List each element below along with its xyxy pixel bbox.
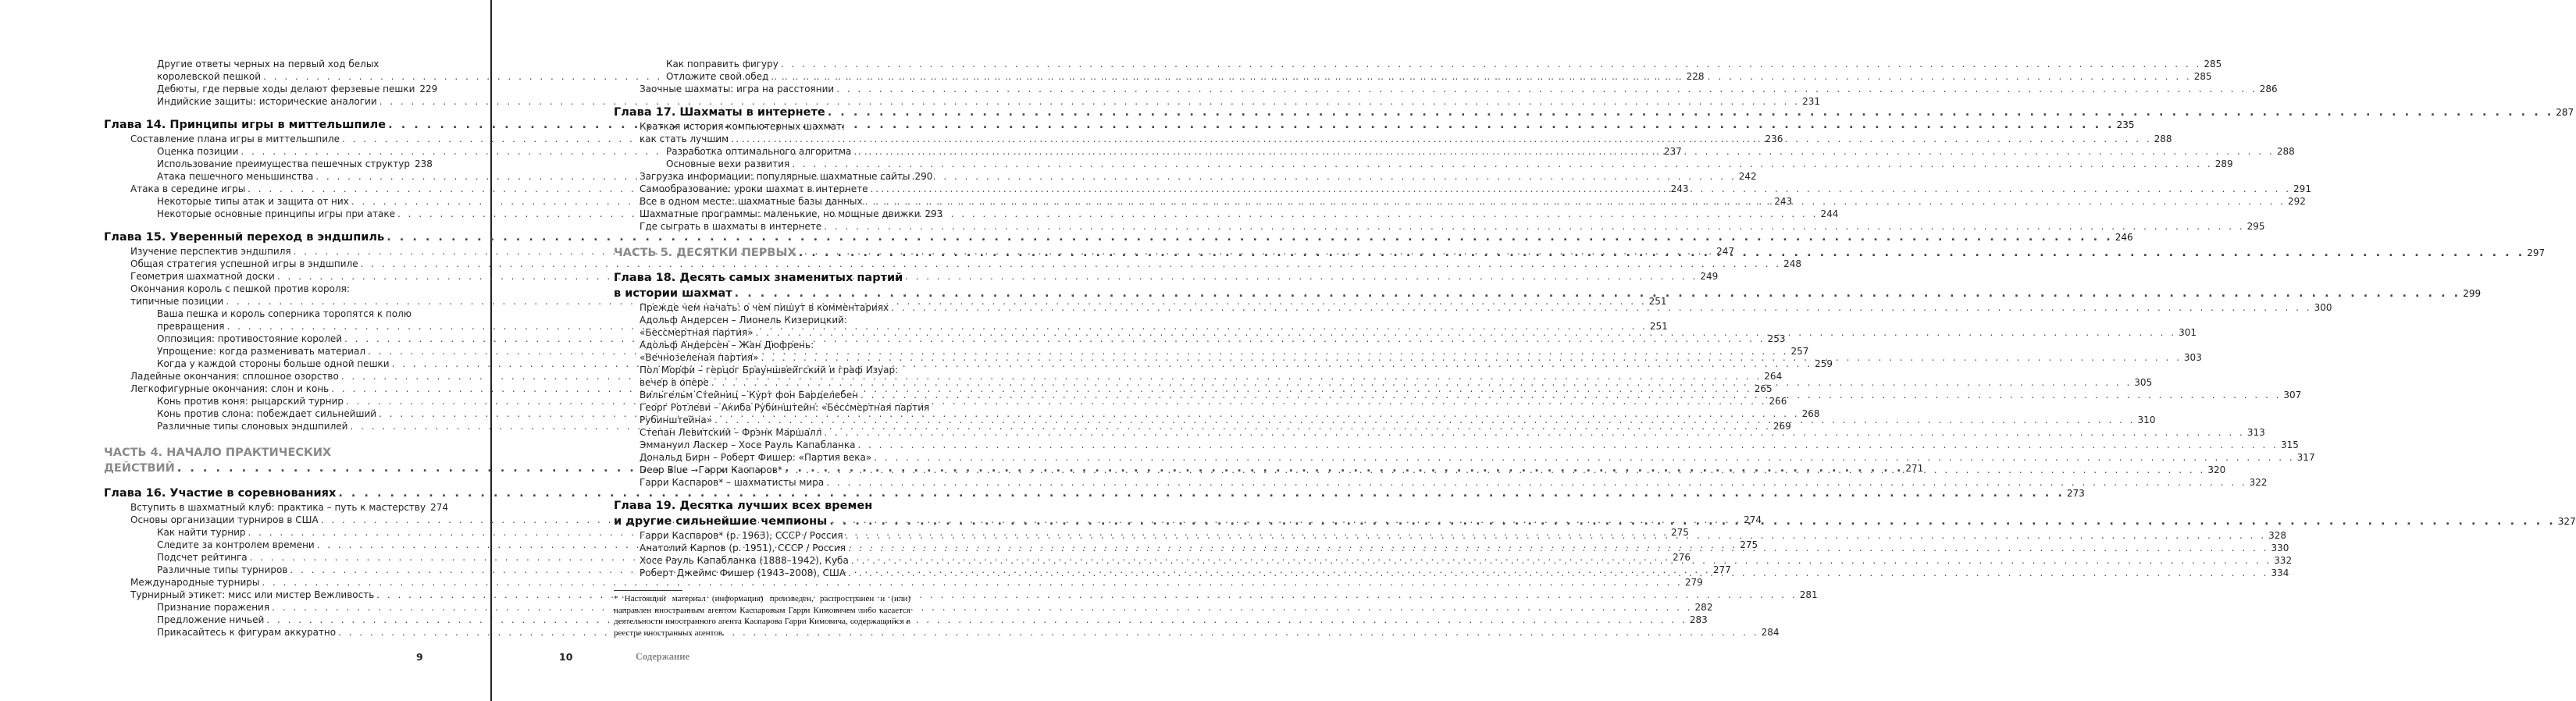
- dot-leader: [799, 245, 2525, 261]
- toc-entry-title: в истории шахмат: [614, 287, 732, 300]
- toc-entry-title: Заочные шахматы: игра на расстоянии: [640, 84, 835, 94]
- toc-entry-title: Конь против коня: рыцарский турнир: [157, 396, 344, 407]
- toc-page-number: 229: [419, 84, 438, 94]
- toc-entry-title: Как найти турнир: [157, 527, 246, 538]
- dot-leader: [824, 426, 2244, 439]
- toc-page-number: 288: [2154, 133, 2172, 144]
- toc-entry: [666, 58, 2222, 70]
- toc-entry-title: Упрощение: когда разменивать материал: [157, 346, 365, 357]
- toc-entry: [157, 58, 422, 70]
- toc-entry-title: Дональд Бирн – Роберт Фишер: «Партия века»: [640, 452, 872, 463]
- chapter-heading: [614, 105, 2574, 120]
- toc-entry-title: Вступить в шахматный клуб: практика – путь к мастерству: [130, 502, 426, 513]
- toc-page-number: 266: [1769, 396, 1787, 407]
- dot-leader: [761, 351, 2181, 364]
- toc-entry: [157, 83, 438, 95]
- page-number-left: 9: [416, 651, 423, 663]
- toc-entry-title: Гарри Каспаров* (р. 1963), СССР / Россия: [640, 530, 843, 541]
- toc-entry-title: ЧАСТЬ 4. НАЧАЛО ПРАКТИЧЕСКИХ: [104, 447, 332, 459]
- toc-page-number: 299: [2463, 288, 2482, 299]
- dot-leader: [397, 208, 1818, 220]
- toc-entry-title: Вильгельм Стейниц – Курт фон Барделебен: [640, 390, 858, 400]
- footnote: * Настоящий материал (информация) произведен, распространен и (или) направлен иностранным агентом Каспаровым Гарри Кимовичем либо касается деятельности иностранного агента Каспарова Гарри Кимовича, содержащийся в реестре иностранных агентов.: [614, 594, 910, 638]
- toc-entry-title: Роберт Джеймс Фишер (1943–2008), США: [640, 568, 846, 578]
- toc-entry: [640, 339, 932, 351]
- dot-leader: [828, 105, 2554, 120]
- toc-entry-title: Хосе Рауль Капабланка (1888–1942), Куба: [640, 555, 849, 566]
- toc-entry: [666, 158, 2233, 170]
- toc-entry: [640, 83, 2278, 95]
- dot-leader: [874, 451, 2294, 464]
- toc-page-number: 251: [1648, 296, 1667, 307]
- toc-entry: [640, 451, 2315, 464]
- toc-page-number: 259: [1815, 358, 1833, 369]
- toc-page-number: 291: [2293, 183, 2311, 194]
- toc-entry-title: Некоторые основные принципы игры при атаке: [157, 208, 395, 219]
- toc-page-number: 285: [2193, 71, 2212, 82]
- toc-page-number: 322: [2249, 477, 2268, 488]
- toc-entry: [640, 401, 932, 414]
- chapter-heading: [614, 498, 932, 514]
- toc-page-number: 264: [1764, 371, 1783, 382]
- toc-entry-title: Когда у каждой стороны больше одной пешки: [157, 358, 390, 369]
- toc-page-number: 228: [1686, 71, 1705, 82]
- dot-leader: [857, 439, 2278, 451]
- toc-entry: [640, 414, 2156, 426]
- toc-entry-title: Основы организации турниров в США: [130, 514, 319, 525]
- dot-leader: [711, 376, 2132, 389]
- footnote-rule: [614, 590, 682, 591]
- toc-page-number: 290: [914, 171, 933, 182]
- toc-entry-title: Пол Морфи – герцог Брауншвейгский и граф Изуар:: [640, 365, 899, 375]
- toc-entry: [640, 364, 932, 376]
- toc-page-number: 286: [2259, 84, 2278, 94]
- toc-page-number: 246: [2115, 232, 2133, 243]
- toc-entry-title: типичные позиции: [130, 296, 224, 307]
- toc-entry-title: Глава 19. Десятка лучших всех времен: [614, 500, 873, 512]
- toc-page-number: 244: [1820, 208, 1839, 219]
- toc-entry-title: Турнирный этикет: мисс или мистер Вежливость: [130, 589, 375, 600]
- toc-entry-title: Подсчет рейтинга: [157, 552, 248, 563]
- toc-entry-title: Общая стратегия успешной игры в эндшпиле: [130, 258, 358, 269]
- dot-leader: [735, 286, 2461, 301]
- toc-page-number: 320: [2207, 464, 2226, 475]
- toc-entry-title: Некоторые типы атак и защита от них: [157, 196, 349, 207]
- dot-leader: [315, 170, 1736, 183]
- toc-entry-title: Глава 18. Десять самых знаменитых партий: [614, 272, 903, 284]
- toc-page-number: 289: [2214, 158, 2233, 169]
- toc-entry-title: Степан Левитский – Фрэнк Маршалл: [640, 427, 822, 438]
- dot-leader: [836, 83, 2257, 95]
- toc-entry-title: Другие ответы черных на первый ход белых: [157, 59, 379, 69]
- toc-page-number: 251: [1649, 321, 1668, 332]
- toc-page-number: 317: [2296, 452, 2315, 463]
- toc-page-number: 292: [2288, 196, 2306, 207]
- toc-page-number: 274: [430, 502, 449, 513]
- toc-page-number: 275: [1670, 527, 1689, 538]
- toc-entry-title: вечер в опере: [640, 377, 709, 388]
- toc-entry-title: Где сыграть в шахматы в интернете: [640, 221, 822, 232]
- toc-entry: [130, 501, 449, 514]
- chapter-heading: [104, 230, 2133, 245]
- dot-leader: [860, 389, 2281, 401]
- dot-leader: [829, 514, 2556, 529]
- toc-entry-title: Глава 14. Принципы игры в миттельшпиле: [104, 119, 387, 131]
- toc-page-number: 257: [1790, 346, 1809, 357]
- dot-leader: [851, 554, 2271, 567]
- toc-entry-title: Ладейные окончания: сплошное озорство: [130, 371, 339, 382]
- toc-entry-title: Краткая история компьютерных шахмат:: [640, 121, 846, 132]
- toc-entry-title: Глава 15. Уверенный переход в эндшпиль: [104, 231, 385, 244]
- toc-entry-title: Различные типы слоновых эндшпилей: [157, 421, 348, 432]
- dot-leader: [865, 195, 2286, 208]
- toc-page-number: 310: [2137, 415, 2156, 425]
- toc-page-number: 315: [2280, 439, 2299, 450]
- dot-leader: [785, 464, 2205, 476]
- toc-entry-title: превращения: [157, 321, 225, 332]
- toc-page-number: 235: [2116, 119, 2135, 130]
- toc-page-number: 243: [1774, 196, 1793, 207]
- toc-page-number: 242: [1738, 171, 1757, 182]
- toc-entry: [640, 476, 2268, 489]
- toc-entry: [640, 439, 2299, 451]
- toc-entry-title: Изучение перспектив эндшпиля: [130, 246, 291, 257]
- toc-page-number: 293: [925, 208, 943, 219]
- toc-page-number: 238: [415, 158, 433, 169]
- toc-page-number: 231: [1802, 96, 1821, 107]
- toc-entry-title: Признание поражения: [157, 602, 270, 613]
- toc-entry: [157, 308, 422, 320]
- page-number-right: 10: [559, 651, 573, 663]
- toc-page-number: 288: [2276, 146, 2295, 157]
- dot-leader: [731, 133, 2151, 145]
- dot-leader: [853, 145, 2274, 158]
- toc-entry-title: Все в одном месте: шахматные базы данных: [640, 196, 863, 207]
- dot-leader: [848, 542, 2268, 554]
- toc-entry-title: Легкофигурные окончания: слон и конь: [130, 383, 330, 394]
- toc-page-number: 275: [1740, 539, 1758, 550]
- toc-page-number: 283: [1689, 614, 1708, 625]
- dot-leader: [714, 414, 2135, 426]
- toc-entry-title: Окончания король с пешкой против короля:: [130, 283, 350, 294]
- toc-page-number: 265: [1754, 383, 1773, 394]
- toc-entry: [157, 95, 1821, 108]
- dot-leader: [781, 58, 2201, 70]
- toc-page-number: 269: [1773, 421, 1791, 432]
- toc-page-number: 287: [2556, 107, 2574, 118]
- toc-entry-title: Международные турниры: [130, 577, 260, 588]
- toc-entry-title: Следите за контролем времени: [157, 539, 315, 550]
- dot-leader: [756, 326, 2176, 339]
- toc-page-number: 243: [1670, 183, 1689, 194]
- dot-leader: [792, 158, 2212, 170]
- toc-entry-title: Адольф Андерсен – Жан Дюфрень:: [640, 340, 814, 350]
- toc-entry-title: Адольф Андерсен – Лионель Кизерицкий:: [640, 315, 847, 326]
- toc-page-number: 236: [1765, 133, 1783, 144]
- toc-page-number: 247: [1716, 246, 1734, 257]
- toc-entry-title: Использование преимущества пешечных структур: [157, 158, 410, 169]
- toc-page-number: 330: [2271, 543, 2289, 553]
- toc-entry: [157, 614, 1708, 626]
- toc-page-number: 248: [1783, 258, 1801, 269]
- toc-entry-title: Разработка оптимального алгоритма: [666, 146, 852, 157]
- toc-entry-title: Глава 16. Участие в соревнованиях: [104, 487, 337, 500]
- toc-entry-title: Предложение ничьей: [157, 614, 265, 625]
- chapter-heading: [614, 270, 932, 286]
- toc-entry: [640, 389, 2302, 401]
- toc-page-number: 305: [2134, 377, 2153, 388]
- toc-page-number: 334: [2271, 568, 2289, 578]
- toc-entry-title: как стать лучшим: [640, 133, 729, 144]
- toc-page-number: 279: [1684, 577, 1703, 588]
- toc-entry-title: Рубинштейна»: [640, 415, 713, 425]
- toc-page-number: 271: [1905, 463, 1924, 474]
- toc-page-number: 274: [1744, 514, 1762, 525]
- toc-entry: [640, 170, 932, 183]
- toc-page-number: 300: [2314, 302, 2332, 313]
- toc-entry-title: Составление плана игры в миттельшпиле: [130, 133, 340, 144]
- toc-entry-title: Глава 17. Шахматы в интернете: [614, 106, 825, 119]
- dot-leader: [848, 567, 2268, 579]
- dot-leader: [846, 529, 2266, 542]
- chapter-heading: [104, 486, 2085, 501]
- toc-entry-title: Гарри Каспаров* – шахматисты мира: [640, 477, 825, 488]
- toc-entry-title: Оценка позиции: [157, 146, 239, 157]
- dot-leader: [376, 589, 1797, 601]
- toc-entry: [157, 626, 1780, 639]
- toc-entry-title: Анатолий Карпов (р. 1951), СССР / Россия: [640, 543, 846, 553]
- dot-leader: [891, 301, 2311, 314]
- toc-entry-title: ДЕЙСТВИЙ: [104, 462, 175, 475]
- dot-leader: [771, 70, 2191, 83]
- toc-page-number: 285: [2204, 59, 2222, 69]
- toc-entry-title: Атака в середине игры: [130, 183, 246, 194]
- toc-entry: [640, 220, 2265, 233]
- toc-entry: [157, 601, 1713, 614]
- toc-page-number: 273: [2066, 488, 2085, 499]
- toc-entry: [640, 120, 932, 133]
- toc-page-number: 328: [2268, 530, 2287, 541]
- toc-page-number: 276: [1673, 552, 1691, 563]
- toc-entry-title: Георг Ротлеви – Акиба Рубинштейн: «Бессмертная партия: [640, 402, 930, 413]
- part-heading: [104, 445, 422, 461]
- toc-entry-title: «Бессмертная партия»: [640, 327, 754, 338]
- toc-page-number: 282: [1694, 602, 1713, 613]
- toc-entry-title: Эммануил Ласкер – Хосе Рауль Капабланка: [640, 439, 856, 450]
- toc-page-number: 332: [2274, 555, 2293, 566]
- dot-leader: [824, 220, 2244, 233]
- toc-entry-title: Оппозиция: противостояние королей: [157, 333, 343, 344]
- toc-page-number: 277: [1712, 564, 1731, 575]
- toc-entry-title: Дебюты, где первые ходы делают ферзевые пешки: [157, 84, 415, 94]
- dot-leader: [338, 626, 1758, 639]
- dot-leader: [871, 183, 2291, 195]
- toc-page-number: 249: [1700, 271, 1719, 282]
- toc-page-number: 268: [1801, 408, 1820, 419]
- toc-entry-title: Основные вехи развития: [666, 158, 790, 169]
- toc-entry-title: Прикасайтесь к фигурам аккуратно: [157, 627, 337, 638]
- toc-entry-title: «Вечнозеленая партия»: [640, 352, 759, 363]
- toc-page-number: 327: [2557, 516, 2576, 527]
- toc-entry-title: ЧАСТЬ 5. ДЕСЯТКИ ПЕРВЫХ: [614, 247, 796, 259]
- toc-page-number: 284: [1761, 627, 1780, 638]
- dot-leader: [826, 476, 2246, 489]
- dot-leader: [266, 614, 1687, 626]
- toc-entry-title: Ваша пешка и король соперника торопятся к полю: [157, 308, 412, 319]
- toc-entry-title: Прежде чем начать: о чем пишут в комментариях: [640, 302, 889, 313]
- toc-entry: [640, 208, 943, 220]
- toc-entry: [130, 258, 1801, 270]
- toc-page-number: 307: [2283, 390, 2302, 400]
- toc-entry: [157, 158, 433, 170]
- toc-entry-title: Геометрия шахматной доски: [130, 271, 275, 282]
- toc-page-number: 237: [1663, 146, 1682, 157]
- toc-entry-title: Deep Blue – Гарри Каспаров*: [640, 464, 782, 475]
- toc-entry-title: и другие сильнейшие чемпионы: [614, 515, 828, 528]
- toc-entry-title: Отложите свой обед: [666, 71, 769, 82]
- chapter-heading: [614, 286, 2482, 301]
- toc-entry-title: королевской пешкой: [157, 71, 262, 82]
- running-head: Содержание: [636, 651, 690, 662]
- toc-entry-title: Различные типы турниров: [157, 564, 288, 575]
- dot-leader: [272, 601, 1692, 614]
- toc-entry: [130, 576, 1703, 589]
- toc-page-number: 301: [2179, 327, 2197, 338]
- toc-page-number: 253: [1767, 333, 1786, 344]
- toc-entry-title: Как поправить фигуру: [666, 59, 779, 69]
- toc-page-number: 281: [1799, 589, 1818, 600]
- toc-entry-title: Индийские защиты: исторические аналогии: [157, 96, 377, 107]
- toc-page-number: 297: [2527, 247, 2546, 258]
- toc-entry: [130, 589, 1818, 601]
- toc-entry: [640, 314, 932, 326]
- toc-entry-title: Самообразование: уроки шахмат в интернете: [640, 183, 868, 194]
- toc-entry-title: Конь против слона: побеждает сильнейший: [157, 408, 377, 419]
- dot-leader: [277, 270, 1698, 283]
- toc-entry-title: Шахматные программы: маленькие, но мощные движки: [640, 208, 921, 219]
- toc-entry-title: Атака пешечного меньшинства: [157, 171, 314, 182]
- toc-entry: [130, 283, 422, 295]
- toc-page-number: 303: [2183, 352, 2202, 363]
- toc-page-number: 313: [2246, 427, 2265, 438]
- toc-entry-title: Загрузка информации: популярные шахматные сайты: [640, 171, 910, 182]
- toc-page-number: 295: [2246, 221, 2265, 232]
